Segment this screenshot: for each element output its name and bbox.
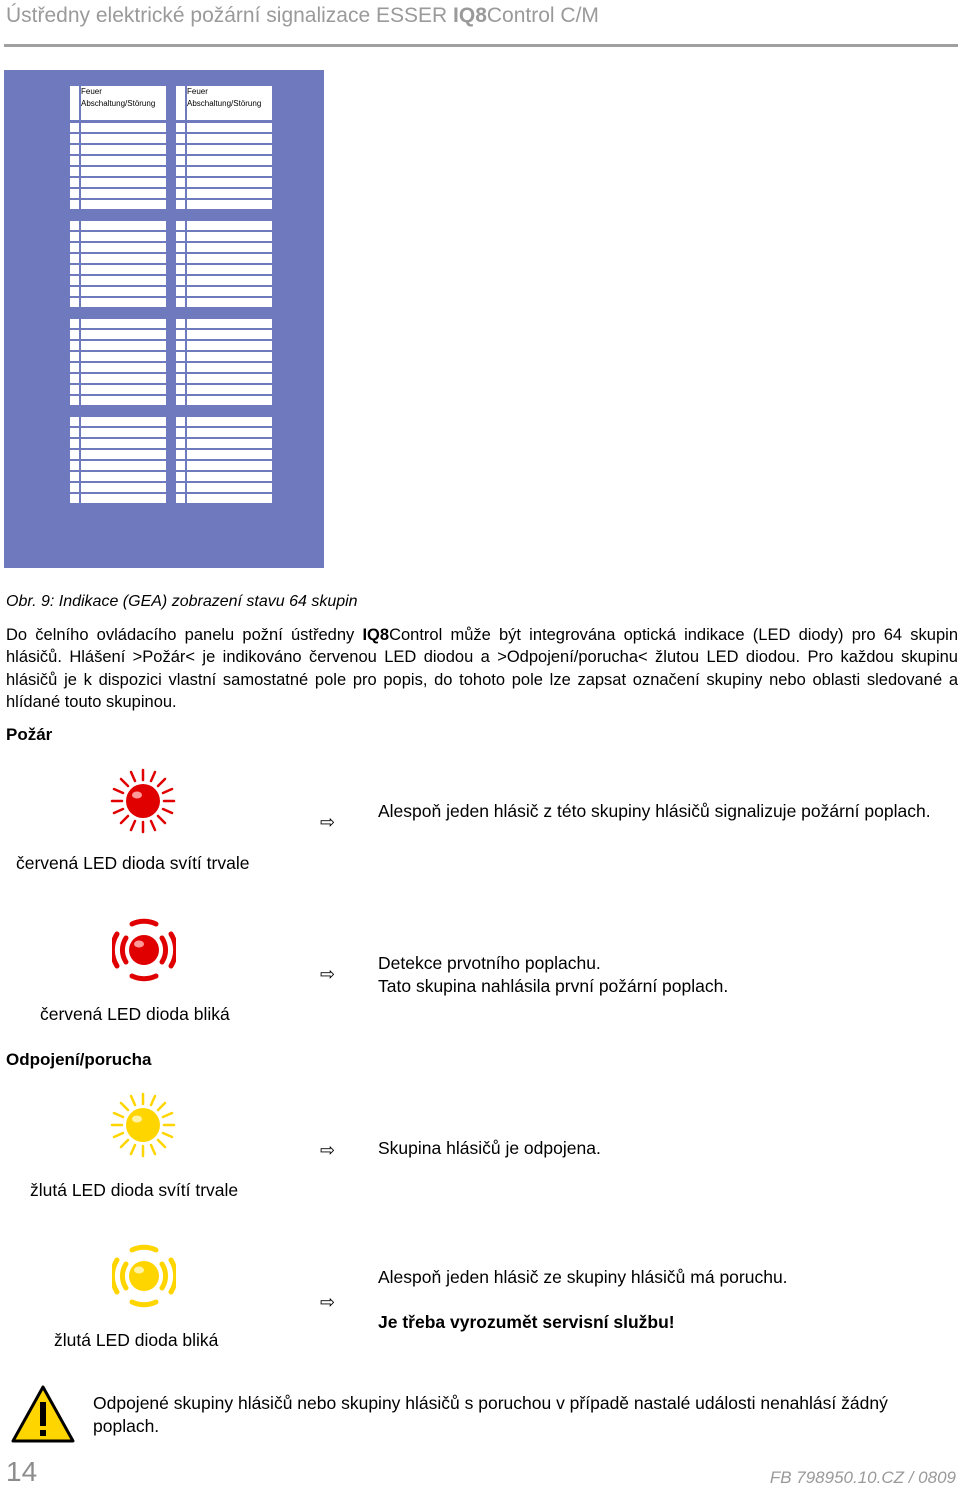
zone-label-field bbox=[81, 221, 166, 230]
zone-led bbox=[176, 167, 185, 176]
zone-label-field bbox=[81, 243, 166, 252]
state-desc-red-steady: Alespoň jeden hlásič z této skupiny hlásičů signalizuje požární poplach. bbox=[378, 801, 931, 821]
zone-label-field bbox=[187, 341, 272, 350]
zone-label-field bbox=[81, 330, 166, 339]
zone-group bbox=[70, 221, 166, 307]
warning-triangle-icon bbox=[10, 1384, 76, 1444]
zone-row bbox=[176, 167, 272, 176]
zone-led bbox=[176, 363, 185, 372]
zone-label-field bbox=[187, 352, 272, 361]
zone-label-field bbox=[81, 276, 166, 285]
zone-row bbox=[70, 494, 166, 503]
zone-row bbox=[176, 461, 272, 470]
zone-led bbox=[70, 265, 79, 274]
state-label-yellow-blinking: žlutá LED dioda bliká bbox=[54, 1330, 219, 1350]
zone-label-field bbox=[81, 232, 166, 241]
zone-row bbox=[176, 178, 272, 187]
zone-label-field bbox=[81, 298, 166, 307]
zone-row bbox=[70, 134, 166, 143]
zone-group bbox=[70, 319, 166, 405]
zone-row bbox=[70, 428, 166, 437]
zone-row bbox=[70, 178, 166, 187]
zone-led bbox=[176, 178, 185, 187]
zone-led bbox=[176, 221, 185, 230]
zone-label-field bbox=[187, 276, 272, 285]
zone-row bbox=[70, 298, 166, 307]
zone-row bbox=[176, 352, 272, 361]
zone-led bbox=[176, 439, 185, 448]
zone-label-field bbox=[187, 330, 272, 339]
zone-row bbox=[70, 221, 166, 230]
zone-led bbox=[70, 472, 79, 481]
zone-led bbox=[176, 450, 185, 459]
arrow-icon: ⇨ bbox=[320, 1292, 336, 1312]
zone-row bbox=[70, 243, 166, 252]
panel-column-header bbox=[176, 86, 272, 120]
zone-led bbox=[176, 134, 185, 143]
zone-row bbox=[176, 330, 272, 339]
zone-label-field bbox=[81, 134, 166, 143]
zone-row bbox=[176, 287, 272, 296]
zone-label-field bbox=[187, 123, 272, 132]
panel-column-right bbox=[176, 86, 272, 505]
page-header-title: Ústředny elektrické požární signalizace ESSER IQ8Control C/M bbox=[6, 4, 599, 27]
zone-group bbox=[70, 123, 166, 209]
zone-label-field bbox=[187, 319, 272, 328]
zone-label-field bbox=[81, 167, 166, 176]
zone-label-field bbox=[187, 363, 272, 372]
zone-row bbox=[176, 396, 272, 405]
zone-row bbox=[70, 450, 166, 459]
zone-label-field bbox=[187, 374, 272, 383]
zone-label-field bbox=[187, 483, 272, 492]
zone-row bbox=[70, 363, 166, 372]
zone-label-field bbox=[187, 156, 272, 165]
zone-label-field bbox=[187, 461, 272, 470]
zone-label-field bbox=[187, 439, 272, 448]
zone-row bbox=[176, 145, 272, 154]
zone-label-field bbox=[81, 461, 166, 470]
zone-row bbox=[176, 189, 272, 198]
zone-led bbox=[176, 472, 185, 481]
zone-row bbox=[176, 243, 272, 252]
zone-row bbox=[176, 472, 272, 481]
zone-led bbox=[176, 243, 185, 252]
header-led-slot bbox=[70, 86, 79, 120]
zone-row bbox=[176, 483, 272, 492]
zone-label-field bbox=[81, 450, 166, 459]
zone-row bbox=[70, 439, 166, 448]
zone-row bbox=[70, 461, 166, 470]
zone-led bbox=[70, 243, 79, 252]
zone-label-field bbox=[81, 439, 166, 448]
zone-row bbox=[176, 319, 272, 328]
state-label-red-blinking: červená LED dioda bliká bbox=[40, 1004, 230, 1024]
zone-led bbox=[70, 352, 79, 361]
zone-led bbox=[176, 232, 185, 241]
zone-group bbox=[70, 417, 166, 503]
zone-row bbox=[176, 265, 272, 274]
zone-led bbox=[70, 363, 79, 372]
zone-row bbox=[176, 298, 272, 307]
arrow-icon: ⇨ bbox=[320, 812, 336, 832]
zone-led bbox=[70, 494, 79, 503]
zone-row bbox=[70, 374, 166, 383]
zone-led bbox=[176, 461, 185, 470]
zone-label-field bbox=[187, 254, 272, 263]
document-id: FB 798950.10.CZ / 0809 bbox=[769, 1468, 956, 1487]
zone-label-field bbox=[81, 472, 166, 481]
zone-led bbox=[70, 374, 79, 383]
header-divider bbox=[4, 44, 958, 47]
zone-led bbox=[70, 167, 79, 176]
zone-row bbox=[70, 123, 166, 132]
panel-column-header bbox=[70, 86, 166, 120]
zone-label-field bbox=[81, 428, 166, 437]
zone-label-field bbox=[81, 265, 166, 274]
zone-label-field bbox=[81, 374, 166, 383]
zone-led bbox=[176, 396, 185, 405]
zone-row bbox=[70, 396, 166, 405]
zone-label-field bbox=[187, 287, 272, 296]
state-desc-red-blinking: Detekce prvotního poplachu. Tato skupina nahlásila první požární poplach. bbox=[378, 953, 729, 996]
state-desc-yellow-blinking: Alespoň jeden hlásič ze skupiny hlásičů má poruchu. Je třeba vyrozumět servisní službu! bbox=[378, 1267, 788, 1332]
zone-row bbox=[70, 472, 166, 481]
page-number: 14 bbox=[6, 1456, 38, 1487]
arrow-icon: ⇨ bbox=[320, 964, 336, 984]
zone-led bbox=[176, 374, 185, 383]
zone-label-field bbox=[81, 123, 166, 132]
zone-row bbox=[70, 145, 166, 154]
zone-row bbox=[176, 494, 272, 503]
header-led-slot bbox=[176, 86, 185, 120]
zone-led bbox=[176, 156, 185, 165]
zone-row bbox=[176, 341, 272, 350]
zone-row bbox=[70, 167, 166, 176]
zone-row bbox=[176, 417, 272, 426]
zone-label-field bbox=[187, 494, 272, 503]
zone-led bbox=[70, 330, 79, 339]
header-label-field: Feuer Abschaltung/Störung bbox=[81, 86, 166, 120]
warning-text: Odpojené skupiny hlásičů nebo skupiny hlásičů s poruchou v případě nastalé události nenahlásí žádný poplach. bbox=[93, 1393, 888, 1436]
zone-led bbox=[70, 276, 79, 285]
zone-led bbox=[70, 232, 79, 241]
zone-row bbox=[176, 200, 272, 209]
zone-led bbox=[70, 200, 79, 209]
state-desc-yellow-steady: Skupina hlásičů je odpojena. bbox=[378, 1138, 601, 1158]
zone-row bbox=[70, 385, 166, 394]
zone-led bbox=[176, 385, 185, 394]
zone-label-field bbox=[187, 134, 272, 143]
zone-label-field bbox=[187, 243, 272, 252]
zone-led bbox=[70, 134, 79, 143]
zone-row bbox=[176, 134, 272, 143]
zone-row bbox=[70, 156, 166, 165]
zone-row bbox=[70, 483, 166, 492]
zone-led bbox=[70, 298, 79, 307]
zone-led bbox=[176, 298, 185, 307]
zone-led bbox=[176, 145, 185, 154]
zone-label-field bbox=[81, 319, 166, 328]
zone-led bbox=[176, 330, 185, 339]
panel-column-left bbox=[70, 86, 166, 505]
zone-label-field bbox=[81, 189, 166, 198]
zone-row bbox=[176, 450, 272, 459]
zone-row bbox=[176, 385, 272, 394]
zone-row bbox=[70, 265, 166, 274]
red-led-blinking-icon bbox=[112, 918, 176, 982]
zone-led bbox=[70, 178, 79, 187]
figure-caption: Obr. 9: Indikace (GEA) zobrazení stavu 64 skupin bbox=[6, 593, 358, 610]
zone-label-field bbox=[187, 472, 272, 481]
zone-led bbox=[70, 385, 79, 394]
zone-row bbox=[70, 341, 166, 350]
zone-led bbox=[70, 123, 79, 132]
zone-led bbox=[70, 189, 79, 198]
zone-row bbox=[176, 363, 272, 372]
zone-led bbox=[176, 352, 185, 361]
zone-group bbox=[176, 123, 272, 209]
zone-row bbox=[176, 254, 272, 263]
zone-led bbox=[70, 483, 79, 492]
zone-label-field bbox=[187, 167, 272, 176]
zone-label-field bbox=[187, 232, 272, 241]
yellow-led-steady-icon bbox=[110, 1092, 176, 1158]
zone-row bbox=[70, 330, 166, 339]
zone-row bbox=[70, 189, 166, 198]
zone-led bbox=[70, 461, 79, 470]
zone-row bbox=[70, 417, 166, 426]
zone-row bbox=[70, 200, 166, 209]
zone-led bbox=[70, 287, 79, 296]
zone-led bbox=[176, 494, 185, 503]
zone-led bbox=[176, 341, 185, 350]
zone-label-field bbox=[187, 145, 272, 154]
zone-group bbox=[176, 417, 272, 503]
zone-label-field bbox=[187, 396, 272, 405]
zone-row bbox=[176, 374, 272, 383]
zone-label-field bbox=[187, 265, 272, 274]
zone-led bbox=[176, 189, 185, 198]
zone-label-field bbox=[81, 341, 166, 350]
zone-led bbox=[70, 319, 79, 328]
zone-row bbox=[70, 232, 166, 241]
section-heading-fire: Požár bbox=[6, 725, 53, 744]
zone-label-field bbox=[187, 200, 272, 209]
state-label-red-steady: červená LED dioda svítí trvale bbox=[16, 853, 250, 873]
zone-row bbox=[176, 221, 272, 230]
zone-label-field bbox=[187, 450, 272, 459]
zone-label-field bbox=[187, 221, 272, 230]
zone-led bbox=[70, 145, 79, 154]
zone-led bbox=[70, 254, 79, 263]
zone-row bbox=[176, 156, 272, 165]
zone-led bbox=[176, 123, 185, 132]
zone-led bbox=[176, 417, 185, 426]
zone-led bbox=[70, 417, 79, 426]
zone-led bbox=[70, 428, 79, 437]
zone-led bbox=[70, 221, 79, 230]
zone-row bbox=[176, 428, 272, 437]
zone-led bbox=[176, 254, 185, 263]
section-heading-disconnect: Odpojení/porucha bbox=[6, 1050, 152, 1069]
zone-label-field bbox=[187, 298, 272, 307]
zone-led bbox=[176, 428, 185, 437]
header-label-field: Feuer Abschaltung/Störung bbox=[187, 86, 272, 120]
zone-row bbox=[70, 352, 166, 361]
zone-label-field bbox=[81, 287, 166, 296]
state-label-yellow-steady: žlutá LED dioda svítí trvale bbox=[30, 1180, 239, 1200]
led-indicator-panel bbox=[4, 70, 324, 568]
zone-label-field bbox=[81, 483, 166, 492]
zone-row bbox=[70, 254, 166, 263]
zone-row bbox=[176, 123, 272, 132]
zone-row bbox=[176, 439, 272, 448]
zone-row bbox=[70, 287, 166, 296]
zone-row bbox=[176, 232, 272, 241]
zone-led bbox=[70, 450, 79, 459]
zone-led bbox=[176, 276, 185, 285]
zone-label-field bbox=[187, 417, 272, 426]
zone-row bbox=[70, 319, 166, 328]
zone-led bbox=[70, 156, 79, 165]
zone-label-field bbox=[187, 428, 272, 437]
zone-led bbox=[70, 396, 79, 405]
zone-label-field bbox=[187, 178, 272, 187]
zone-label-field bbox=[81, 396, 166, 405]
zone-label-field bbox=[81, 178, 166, 187]
zone-label-field bbox=[81, 494, 166, 503]
zone-label-field bbox=[81, 254, 166, 263]
zone-led bbox=[176, 319, 185, 328]
zone-led bbox=[70, 341, 79, 350]
zone-label-field bbox=[81, 417, 166, 426]
zone-led bbox=[176, 200, 185, 209]
zone-group bbox=[176, 221, 272, 307]
zone-label-field bbox=[81, 385, 166, 394]
zone-group bbox=[176, 319, 272, 405]
zone-label-field bbox=[187, 189, 272, 198]
zone-led bbox=[176, 483, 185, 492]
zone-led bbox=[176, 265, 185, 274]
zone-label-field bbox=[81, 156, 166, 165]
zone-label-field bbox=[81, 145, 166, 154]
zone-label-field bbox=[187, 385, 272, 394]
zone-label-field bbox=[81, 200, 166, 209]
zone-led bbox=[176, 287, 185, 296]
yellow-led-blinking-icon bbox=[112, 1244, 176, 1308]
intro-paragraph: Do čelního ovládacího panelu požní ústředny IQ8Control může být integrována optická indikace (LED diody) pro 64 skupin hlásičů. Hlášení >Požár< je indikováno červenou LED diodou a >Odpojení/porucha< žlutou LED diodou. Pro každou skupinu hlásičů je k dispozici vlastní samostatné pole pro popis, do tohoto pole lze zapsat označení skupiny nebo oblasti sledované a hlídané touto skupinou. bbox=[6, 626, 958, 712]
zone-label-field bbox=[81, 352, 166, 361]
zone-led bbox=[70, 439, 79, 448]
zone-label-field bbox=[81, 363, 166, 372]
zone-row bbox=[176, 276, 272, 285]
red-led-steady-icon bbox=[110, 768, 176, 834]
zone-row bbox=[70, 276, 166, 285]
arrow-icon: ⇨ bbox=[320, 1140, 336, 1160]
